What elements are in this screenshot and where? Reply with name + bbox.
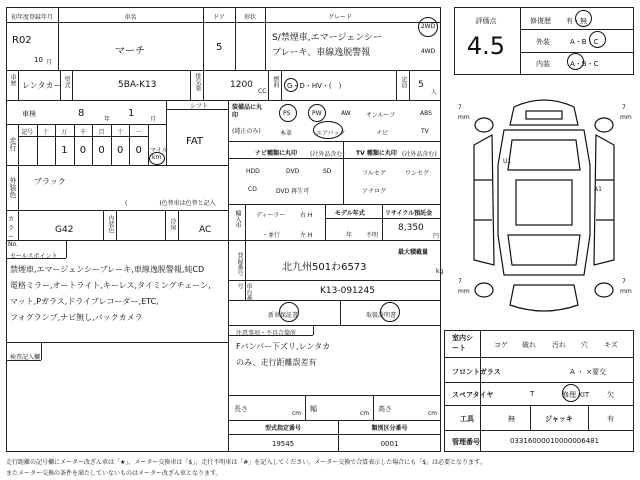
mileage-unit-header: 万 [61, 129, 68, 136]
mile-unit: マイル [150, 147, 168, 154]
control-label: 管理番号 [452, 438, 480, 446]
car-diagram [454, 85, 634, 320]
exterior-options: A・B・C [570, 38, 599, 46]
door-label: ドア [213, 14, 225, 21]
reg-month-unit: 月 [46, 59, 53, 66]
windshield-items: A ・ ×要交 [570, 368, 607, 376]
model-year-label: モデル年式 [335, 210, 365, 217]
mileage-unit-header: 千 [79, 129, 86, 136]
tools-value: 無 [508, 415, 515, 423]
jack-label: ジャッキ [545, 415, 573, 423]
mileage-digit: 0 [116, 145, 124, 156]
import-right: 右 H [300, 212, 313, 219]
seat-item: 汚れ [552, 341, 566, 349]
cap-value: 5 [418, 80, 424, 90]
diagram-seven-bl: 7 [458, 278, 462, 285]
navi-item: DVD 再生可 [276, 188, 310, 195]
spare-none: 欠 [607, 391, 614, 399]
reg-year-value: R02 [12, 35, 32, 46]
diagram-seven-tl: 7 [458, 104, 462, 111]
use-label: 車歴 [9, 74, 16, 86]
equip-item: サンルーフ [366, 112, 396, 119]
equip-label: 装備品に丸印 [232, 104, 263, 119]
navi-item: SD [323, 168, 332, 175]
score-label: 評価点 [475, 17, 497, 25]
equip-item: PW [312, 110, 322, 117]
equip-item: TV [421, 128, 429, 135]
footer-line2: またメーター交換の条件を満たしていないものはメーター改ざん車となります。 [6, 470, 222, 477]
interior-options: A・B・C [570, 60, 599, 68]
grade-line2: ブレーキ、車線逸脱警報 [272, 48, 371, 58]
fuel-label: 燃料 [272, 76, 279, 88]
inspection-year-unit: 年 [104, 116, 111, 123]
chassis-value: K13-091245 [320, 286, 375, 296]
sales-point-line: マット,Pガラス,ドライブレコーダー,ETC, [10, 297, 159, 306]
cap-unit: 人 [431, 89, 438, 96]
diagram-seven-br: 7 [622, 278, 626, 285]
tv-item: ワンセグ [405, 170, 430, 177]
color-note: ( )色替車は色替と記入 [125, 200, 216, 207]
repair-label: 修復歴 [530, 17, 551, 25]
cap-label: 定員 [400, 76, 407, 88]
model-value: 5BA-K13 [118, 80, 157, 90]
color-value: ブラック [34, 177, 66, 186]
sales-point-line: 電格ミラー,オートライト,キーレス,タイミングチェーン, [10, 281, 211, 290]
score-value: 4.5 [466, 32, 506, 60]
tv-sub: (社外品含む) [402, 151, 437, 158]
import-dealer: ディーラー [256, 212, 286, 219]
mileage-divider [37, 124, 38, 165]
mileage-digit: 0 [98, 145, 105, 156]
shape-label: 形状 [243, 14, 256, 21]
diagram-u1: U1 [503, 158, 512, 165]
sales-point-line: 禁煙車,エマージェンシーブレーキ,車線逸脱警報,純CD [10, 265, 205, 274]
color-label: 外装色 [9, 177, 17, 198]
code-label: カラー No. [8, 216, 18, 248]
defects-line2: のみ、走行距離誤差有 [236, 358, 317, 367]
seat-label: 室内シート [452, 334, 473, 352]
car-diagram-svg [454, 85, 634, 320]
navi-item: HDD [246, 168, 260, 175]
reg-month-value: 10 [34, 56, 43, 64]
diagram-mm-tr: mm [620, 114, 632, 121]
car-name-value: マーチ [115, 46, 145, 57]
inspection-label: 車検 [22, 110, 36, 118]
circle-ps [279, 104, 297, 122]
equip-item: AW [341, 110, 351, 117]
defects-line1: Fバンパー下ズリ,レンタカ [236, 342, 331, 351]
tv-item: アナログ [362, 188, 387, 195]
door-value: 5 [216, 42, 223, 53]
recycle-value: 8,350 [398, 223, 424, 233]
ac-value: AC [199, 225, 212, 235]
shift-value: FAT [186, 136, 204, 147]
shift-label: シフト [190, 103, 209, 110]
navi-item: DVD [286, 168, 300, 175]
exterior-label: 外装 [536, 38, 550, 46]
reg-number-label: 登録番号 [236, 252, 243, 276]
drive-4wd: 4WD [420, 48, 436, 55]
sales-point-line: フォグランプ,ナビ無し,バックカメラ [10, 313, 143, 322]
seat-item: コゲ [494, 341, 508, 349]
seat-item: キズ [604, 341, 618, 349]
designation-label: 型式指定番号 [264, 425, 301, 432]
diagram-seven-tr: 7 [622, 104, 626, 111]
mileage-unit-header: 記号 [21, 129, 34, 136]
circle-interior-a [567, 53, 584, 70]
ac-label: 冷房 [169, 218, 176, 230]
height-unit: cm [428, 410, 438, 417]
diagram-mm-tl: mm [458, 114, 470, 121]
spare-t: T [530, 390, 535, 398]
width-unit: cm [360, 410, 370, 417]
equip-sublabel: (純正のみ) [232, 128, 261, 135]
inspector-label: 検査記入欄 [10, 354, 41, 361]
model-year-year: 年 [346, 232, 353, 239]
defects-label: 注意事項・不具合箇所 [236, 330, 297, 337]
interior-color-label: 内装色 [107, 215, 114, 233]
import-parallel: ・並行 [262, 232, 281, 239]
footer-line1: 走行距離の記号欄にメーター改ざん車は「★」、メーター交換車は「$」、走行不明車は「#」を記入してください。メーター交換で合算表示した場合にも「$」は必要となります。 [6, 459, 486, 466]
model-year-unknown: 不明 [366, 232, 379, 239]
mileage-unit-header: 十 [42, 129, 49, 136]
mileage-unit-header: 十 [117, 129, 124, 136]
model-label: 型式 [63, 76, 70, 88]
equip-item: ABS [420, 110, 432, 117]
circle-manual [380, 302, 400, 322]
drive-2wd: 2WD [420, 23, 436, 30]
manual-label: 取扱説明書 [366, 312, 397, 319]
disp-unit: CC [258, 88, 267, 95]
equip-item: エアバック [316, 130, 346, 137]
length-label: 長さ [234, 405, 248, 413]
inspection-month-unit: 月 [150, 116, 157, 123]
diagram-a1: A1 [594, 186, 602, 193]
height-label: 高さ [378, 405, 392, 413]
mileage-unit-header: 一 [135, 129, 142, 136]
category-value: 0001 [380, 440, 399, 448]
mileage-label: 走行 [9, 137, 17, 151]
reg-number-value: 北九州501わ6573 [282, 262, 367, 273]
code-value: G42 [55, 225, 74, 235]
category-label: 類別区分番号 [371, 425, 408, 432]
control-value: 03316000010000006481 [510, 437, 600, 445]
tv-item: フルセグ [362, 170, 386, 177]
circle-pw [308, 104, 326, 122]
windshield-label: フロントガラス [452, 368, 501, 376]
navi-sub: (社外品含む) [310, 151, 345, 158]
recycle-label: リサイクル預託金 [385, 210, 433, 217]
navi-label: ナビ種類に丸印 [255, 150, 298, 157]
mileage-digit: 0 [135, 145, 142, 156]
mileage-unit-header: 百 [98, 129, 105, 136]
circle-airbag [313, 121, 343, 139]
reg-year-label: 初年度登録年月 [10, 14, 53, 21]
tools-label: 工具 [460, 415, 474, 423]
grade-label: グレード [327, 14, 352, 21]
spare-label: スペアタイヤ [452, 391, 494, 399]
diagram-mm-bl: mm [458, 288, 470, 295]
circle-spare-kit [562, 384, 580, 402]
mileage-digit: 0 [79, 145, 87, 156]
diagram-mm-br: mm [620, 288, 632, 295]
interior-label: 内装 [536, 60, 550, 68]
max-load-unit: kg [436, 268, 444, 275]
circle-exterior-b [589, 31, 606, 48]
equip-item: PS [283, 110, 291, 117]
length-unit: cm [292, 410, 302, 417]
fuel-value: G・D・HV・( ) [287, 82, 342, 90]
spare-kit: 修理 KIT [562, 391, 590, 399]
import-left: 左 H [300, 232, 313, 239]
navi-item: CD [248, 186, 257, 193]
disp-label: 排気量 [194, 73, 201, 91]
inspection-year: 8 [78, 108, 85, 119]
car-name-label: 車名 [124, 14, 137, 21]
seat-item: 破れ [522, 341, 536, 349]
jack-value: 有 [607, 415, 614, 423]
chassis-label: 車台番号 [236, 283, 252, 301]
mileage-digit: 1 [61, 145, 68, 156]
designation-value: 19545 [271, 440, 295, 448]
circle-repair-none [575, 10, 592, 27]
km-unit: km [152, 154, 162, 161]
width-label: 幅 [310, 405, 317, 413]
inspection-month: 1 [128, 108, 135, 119]
circle-warranty [279, 302, 299, 322]
sales-points-label: セールスポイント [10, 253, 58, 260]
disp-value: 1200 [230, 80, 253, 90]
equip-item: 本革 [280, 130, 293, 137]
repair-options: 有・無 [566, 17, 587, 25]
seat-item: 穴 [581, 341, 588, 349]
use-value: レンタカー [22, 81, 62, 90]
tv-label: TV 種類に丸印 [356, 150, 397, 157]
import-label: 輸入車 [234, 210, 241, 228]
warranty-label: 新車保証書 [268, 312, 299, 319]
grade-line1: S/禁煙車,エマージェンシー [272, 33, 383, 43]
equip-item: ナビ [376, 130, 389, 137]
max-load-label: 最大積載量 [398, 249, 429, 256]
recycle-unit: 円 [433, 233, 440, 240]
